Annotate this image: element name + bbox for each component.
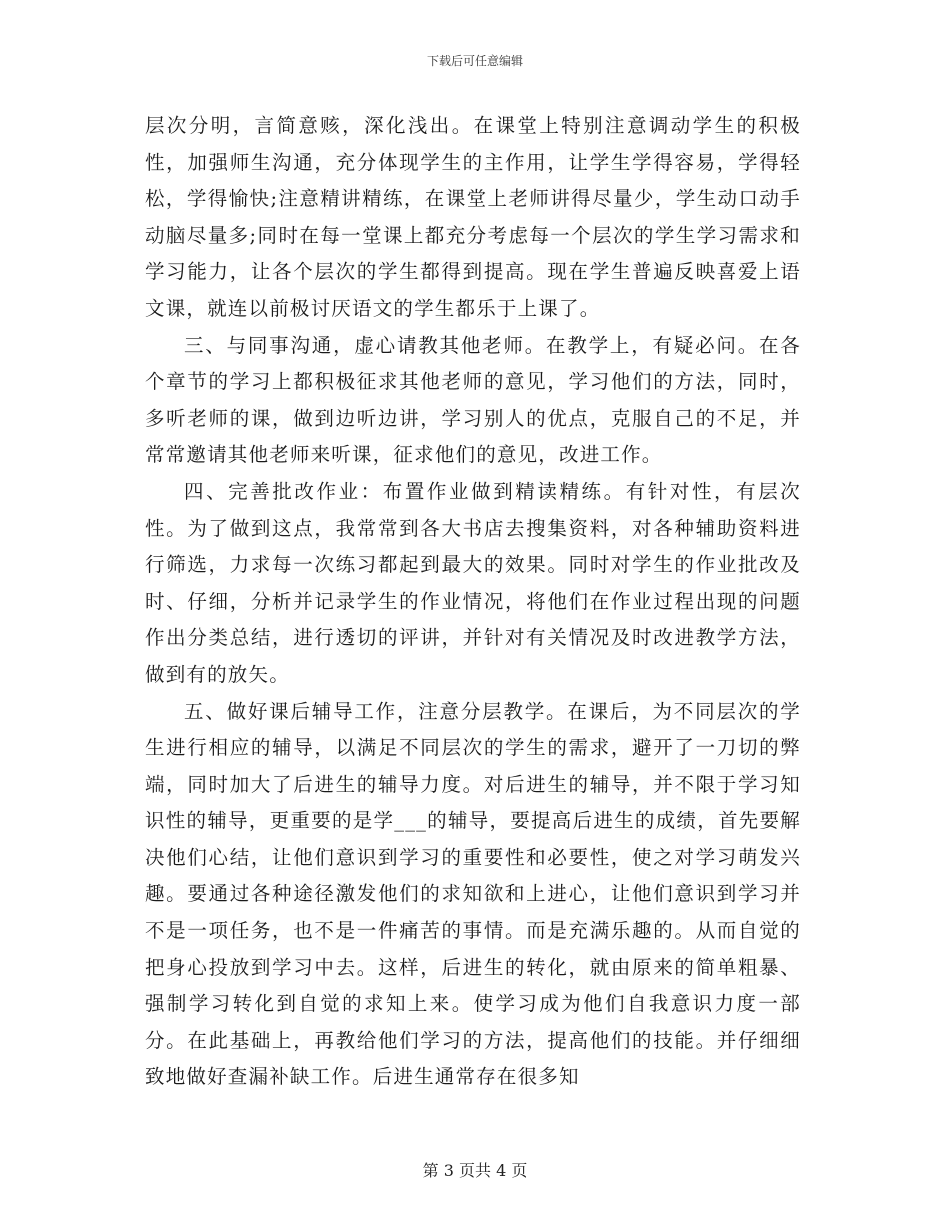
paragraph-section-4: 四、完善批改作业：布置作业做到精读精练。有针对性，有层次性。为了做到这点，我常常到各大书店去搜集资料，对各种辅助资料进行筛选，力求每一次练习都起到最大的效果。同时对学生的作业批改及时、仔细，分析并记录学生的作业情况，将他们在作业过程出现的问题作出分类总结，进行透切的评讲，并针对有关情况及时改进教学方法，做到有的放矢。 [145,479,801,686]
paragraph-section-3: 三、与同事沟通，虚心请教其他老师。在教学上，有疑必问。在各个章节的学习上都积极征求其他老师的意见，学习他们的方法，同时，多听老师的课，做到边听边讲，学习别人的优点，克服自己的不足，并常常邀请其他老师来听课，征求他们的意见，改进工作。 [145,333,801,467]
paragraph-continued: 层次分明，言简意赅，深化浅出。在课堂上特别注意调动学生的积极性，加强师生沟通，充分体现学生的主作用，让学生学得容易，学得轻松，学得愉快;注意精讲精练，在课堂上老师讲得尽量少，学生动口动手动脑尽量多;同时在每一堂课上都充分考虑每一个层次的学生学习需求和学习能力，让各个层次的学生都得到提高。现在学生普遍反映喜爱上语文课，就连以前极讨厌语文的学生都乐于上课了。 [145,114,801,320]
page-footer: 第 3 页共 4 页 [422,1161,528,1180]
paragraph-section-5: 五、做好课后辅导工作，注意分层教学。在课后，为不同层次的学生进行相应的辅导，以满足不同层次的学生的需求，避开了一刀切的弊端，同时加大了后进生的辅导力度。对后进生的辅导，并不限于学习知识性的辅导，更重要的是学___的辅导，要提高后进生的成绩，首先要解决他们心结，让他们意识到学习的重要性和必要性，使之对学习萌发兴趣。要通过各种途径激发他们的求知欲和上进心，让他们意识到学习并不是一项任务，也不是一件痛苦的事情。而是充满乐趣的。从而自觉的把身心投放到学习中去。这样，后进生的转化，就由原来的简单粗暴、强制学习转化到自觉的求知上来。使学习成为他们自我意识力度一部分。在此基础上，再教给他们学习的方法，提高他们的技能。并仔细细致地做好查漏补缺工作。后进生通常存在很多知 [145,699,801,1089]
document-body [145,108,801,1096]
page-header: 下载后可任意编辑 [426,54,523,68]
